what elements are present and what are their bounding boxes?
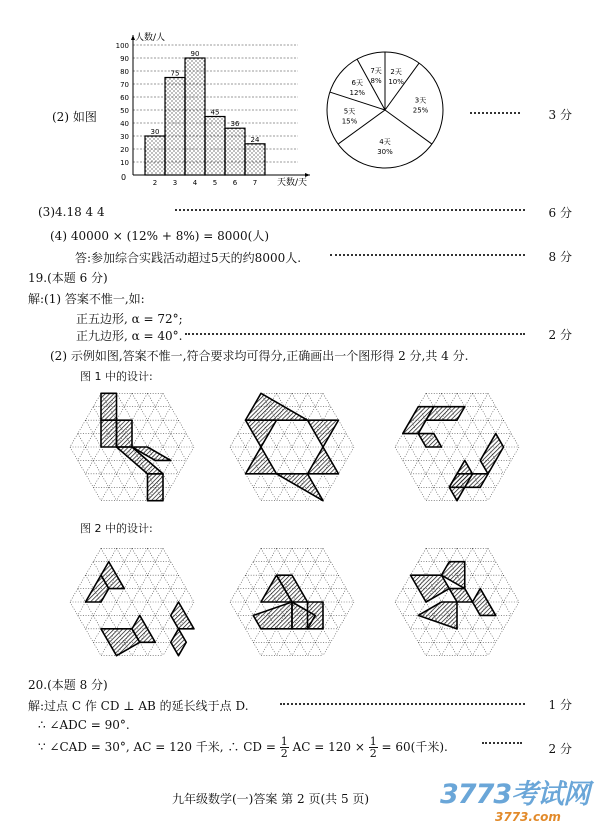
q20-a3-pre: ∵ ∠CAD = 30°, AC = 120 千米, ∴ CD = xyxy=(38,740,276,754)
q20-a3-mid: AC = 120 × xyxy=(292,740,365,754)
bar-value-label: 90 xyxy=(190,50,200,58)
x-tick-label: 3 xyxy=(172,179,178,187)
pie-slice-pct: 10% xyxy=(388,77,404,86)
hatched-design xyxy=(253,575,323,629)
design-grid-1c xyxy=(380,380,535,515)
hatched-design xyxy=(86,562,195,656)
watermark-logo: 3773考试网 xyxy=(440,779,590,810)
x-tick-label: 2 xyxy=(152,179,158,187)
q20-a3-end: = 60(千米). xyxy=(381,740,448,754)
hatched-piece xyxy=(117,420,133,447)
pie-slice-pct: 30% xyxy=(377,147,393,156)
pie-slice-pct: 25% xyxy=(412,106,429,115)
dot-leader xyxy=(482,742,522,744)
hatched-piece xyxy=(253,602,292,629)
x-tick-label: 6 xyxy=(232,179,238,187)
score-2b: 2 分 xyxy=(548,742,572,756)
score-6: 6 分 xyxy=(548,206,572,220)
pie-slice-label: 5天 xyxy=(343,107,356,116)
page-footer: 九年级数学(一)答案 第 2 页(共 5 页) xyxy=(172,792,370,806)
design-grid-2b xyxy=(215,535,370,670)
q19-title: 19.(本题 6 分) xyxy=(28,271,108,285)
hatched-piece xyxy=(418,434,441,447)
bar-value-label: 30 xyxy=(150,128,160,136)
bar-chart xyxy=(105,30,320,195)
hatched-piece xyxy=(148,474,164,501)
y-tick-label: 40 xyxy=(120,120,129,128)
part2-label: (2) 如图 xyxy=(52,110,97,124)
x-axis-title: 天数/天 xyxy=(277,178,308,188)
y-tick-label: 80 xyxy=(120,68,129,76)
bar-value-label: 36 xyxy=(230,120,240,129)
triangle-grid xyxy=(230,393,354,500)
hatched-piece xyxy=(171,602,194,629)
fraction-half: $\frac{1}{2}$ xyxy=(280,735,288,760)
fig1-label: 图 1 中的设计: xyxy=(80,370,153,383)
dot-leader xyxy=(330,254,525,256)
score-3: 3 分 xyxy=(548,108,572,122)
x-axis-arrow xyxy=(305,173,310,177)
q19-b: (2) 示例如图,答案不惟一,符合要求均可得分,正确画出一个图形得 2 分,共 4 分. xyxy=(50,349,469,363)
q20-title: 20.(本题 8 分) xyxy=(28,678,108,692)
y-tick-label: 50 xyxy=(120,107,129,115)
hatched-piece xyxy=(449,589,472,602)
y-tick-label: 20 xyxy=(120,146,129,154)
fig2-label: 图 2 中的设计: xyxy=(80,522,153,535)
pie-slice-label: 4天 xyxy=(379,137,391,146)
bar xyxy=(205,117,225,176)
bar xyxy=(185,58,205,175)
score-8: 8 分 xyxy=(548,250,572,264)
design-grid-1a xyxy=(55,380,210,515)
hatched-design xyxy=(411,562,496,629)
y-tick-label: 30 xyxy=(120,133,129,141)
pie-slice-label: 6天 xyxy=(351,79,364,88)
hatched-piece xyxy=(101,393,117,420)
design-grid-1b xyxy=(215,380,370,515)
bar xyxy=(145,136,165,175)
q19-a2: 正五边形, α = 72°; xyxy=(76,312,183,326)
y-tick-label: 10 xyxy=(120,159,129,167)
y-tick-label: 90 xyxy=(120,55,129,63)
bar-value-label: 75 xyxy=(170,69,180,78)
hatched-piece xyxy=(308,602,324,629)
score-2a: 2 分 xyxy=(548,328,572,342)
y-tick-label: 60 xyxy=(120,94,129,102)
hatched-piece xyxy=(418,602,457,629)
x-tick-label: 5 xyxy=(212,179,218,187)
pie-slice-label: 7天 xyxy=(370,67,382,76)
hatched-piece xyxy=(473,589,496,616)
q20-a1: 解:过点 C 作 CD ⊥ AB 的延长线于点 D. xyxy=(28,699,249,713)
fraction-half: $\frac{1}{2}$ xyxy=(369,735,377,760)
hatched-piece xyxy=(277,474,324,501)
dot-leader xyxy=(280,703,525,705)
dot-leader xyxy=(470,112,520,114)
line-3: (3)4.18 4 4 xyxy=(38,205,105,219)
hatched-piece xyxy=(101,420,117,447)
design-grid-2c xyxy=(380,535,535,670)
bar xyxy=(225,128,245,175)
dot-leader xyxy=(185,333,525,335)
origin-label: 0 xyxy=(121,173,127,182)
line-4: (4) 40000 × (12% + 8%) = 8000(人) xyxy=(50,229,270,243)
hatched-design xyxy=(101,393,171,500)
y-tick-label: 70 xyxy=(120,81,129,89)
q19-a1: 解:(1) 答案不惟一,如: xyxy=(28,292,145,306)
pie-slice-pct: 12% xyxy=(349,89,366,98)
line-4-answer: 答:参加综合实践活动超过5天的约8000人. xyxy=(75,251,302,265)
q19-a3: 正九边形, α = 40°. xyxy=(76,329,183,343)
pie-chart xyxy=(325,45,445,175)
x-tick-label: 4 xyxy=(192,179,198,187)
watermark-url: 3773.com xyxy=(495,810,561,824)
bar xyxy=(165,78,185,176)
q20-a2: ∴ ∠ADC = 90°. xyxy=(38,718,130,732)
pie-slice-pct: 8% xyxy=(370,77,382,86)
y-axis-title: 人数/人 xyxy=(135,33,166,43)
bar-value-label: 24 xyxy=(250,135,260,144)
hatched-piece xyxy=(171,629,187,656)
pie-slice-label: 3天 xyxy=(414,96,427,105)
bar xyxy=(245,144,265,175)
pie-slice-pct: 15% xyxy=(341,117,358,126)
q20-a3 xyxy=(38,735,448,759)
hatched-piece xyxy=(426,407,465,420)
dot-leader xyxy=(175,209,525,211)
x-tick-label: 7 xyxy=(252,179,258,187)
design-grid-2a xyxy=(55,535,210,670)
y-tick-label: 100 xyxy=(115,42,129,50)
bar-value-label: 45 xyxy=(210,108,220,117)
score-1: 1 分 xyxy=(548,698,572,712)
pie-slice-label: 2天 xyxy=(390,67,402,76)
